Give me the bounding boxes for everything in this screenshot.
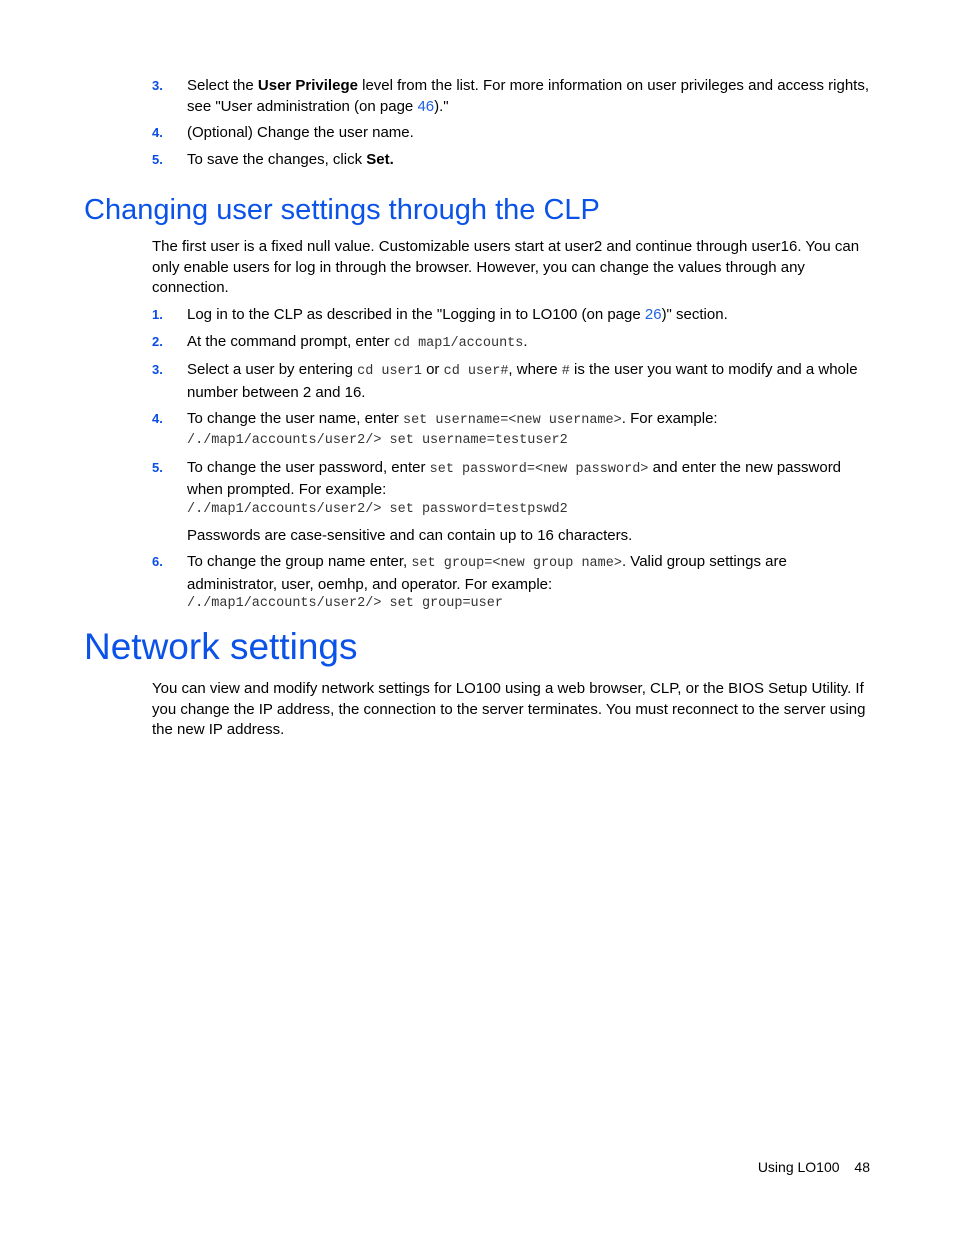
step-number: 5. [152,151,163,167]
code-example: /./map1/accounts/user2/> set password=testpswd2 [187,501,568,517]
inline-code: set password=<new password> [429,461,649,477]
ui-term: User Privilege [257,77,358,94]
page-number: 48 [854,1159,870,1175]
section-heading: Network settings [84,626,358,667]
inline-code: cd user1 [357,364,422,379]
code-example: /./map1/accounts/user2/> set group=user [187,596,503,611]
step-number: 4. [152,411,163,426]
list-item: 6. To change the group name enter, set group=<new group name>. Valid group settings are administrator, user, oemhp, and operator. For example: /./map1/accounts/user2/> set group=user [152,552,872,613]
ui-term: Set. [366,150,394,168]
list-item: 4. To change the user name, enter set username=<new username>. For example: /./map1/accounts/user2/> set username=testuser2 [152,409,872,450]
step-number: 1. [152,307,163,322]
page-footer [758,1159,870,1175]
inline-code: # [561,364,570,379]
top-step-list [152,76,872,170]
list-item: 3. Select a user by entering cd user1 or cd user#, where # is the user you want to modify and a whole number between 2 and 16. [152,361,858,401]
step-number: 6. [152,554,163,569]
step-number: 5. [152,459,163,475]
list-item: 1. Log in to the CLP as described in the "Logging in to LO100 (on page 26)" section. [152,305,872,326]
list-item: 2. At the command prompt, enter cd map1/accounts. [152,332,528,351]
step-number: 3. [152,78,163,93]
step-note: Passwords are case-sensitive and can contain up to 16 characters. [187,526,633,544]
inline-code: cd user# [443,364,509,379]
inline-code: set group=<new group name> [411,556,622,571]
step-number: 2. [152,333,163,349]
code-example: /./map1/accounts/user2/> set username=testuser2 [187,432,568,448]
section-heading: Changing user settings through the CLP [84,194,600,226]
step-number: 3. [152,362,163,377]
inline-code: cd map1/accounts [393,335,524,351]
page-link[interactable]: 46 [417,97,435,115]
section-intro: You can view and modify network settings for LO100 using a web browser, CLP, or the BIOS Setup Utility. If you change the IP address, the connection to the server terminates. You must reconnect to the server using the new IP address. [152,680,866,738]
page-link[interactable]: 26 [644,306,662,323]
list-item: 3. Select the User Privilege level from the list. For more information on user privileges and access rights, see "User administration (on page 46)." [152,77,869,115]
section-intro: The first user is a fixed null value. Customizable users start at user2 and continue through user16. You can only enable users for log in through the browser. However, you can change the values through any connection. [152,238,860,296]
list-item: 4. (Optional) Change the user name. [152,123,872,144]
inline-code: set username=<new username> [402,413,622,428]
step-number: 4. [152,125,163,140]
list-item: 5. To save the changes, click Set. [152,150,872,171]
list-item: 5. To change the user password, enter set password=<new password> and enter the new password when prompted. For example: /./map1/accounts/user2/> set password=testpswd2 Passwords are case-sensitive and can contain up to 16 characters. [152,458,872,547]
clp-step-list [152,305,872,613]
footer-section: Using LO100 [757,1159,840,1175]
